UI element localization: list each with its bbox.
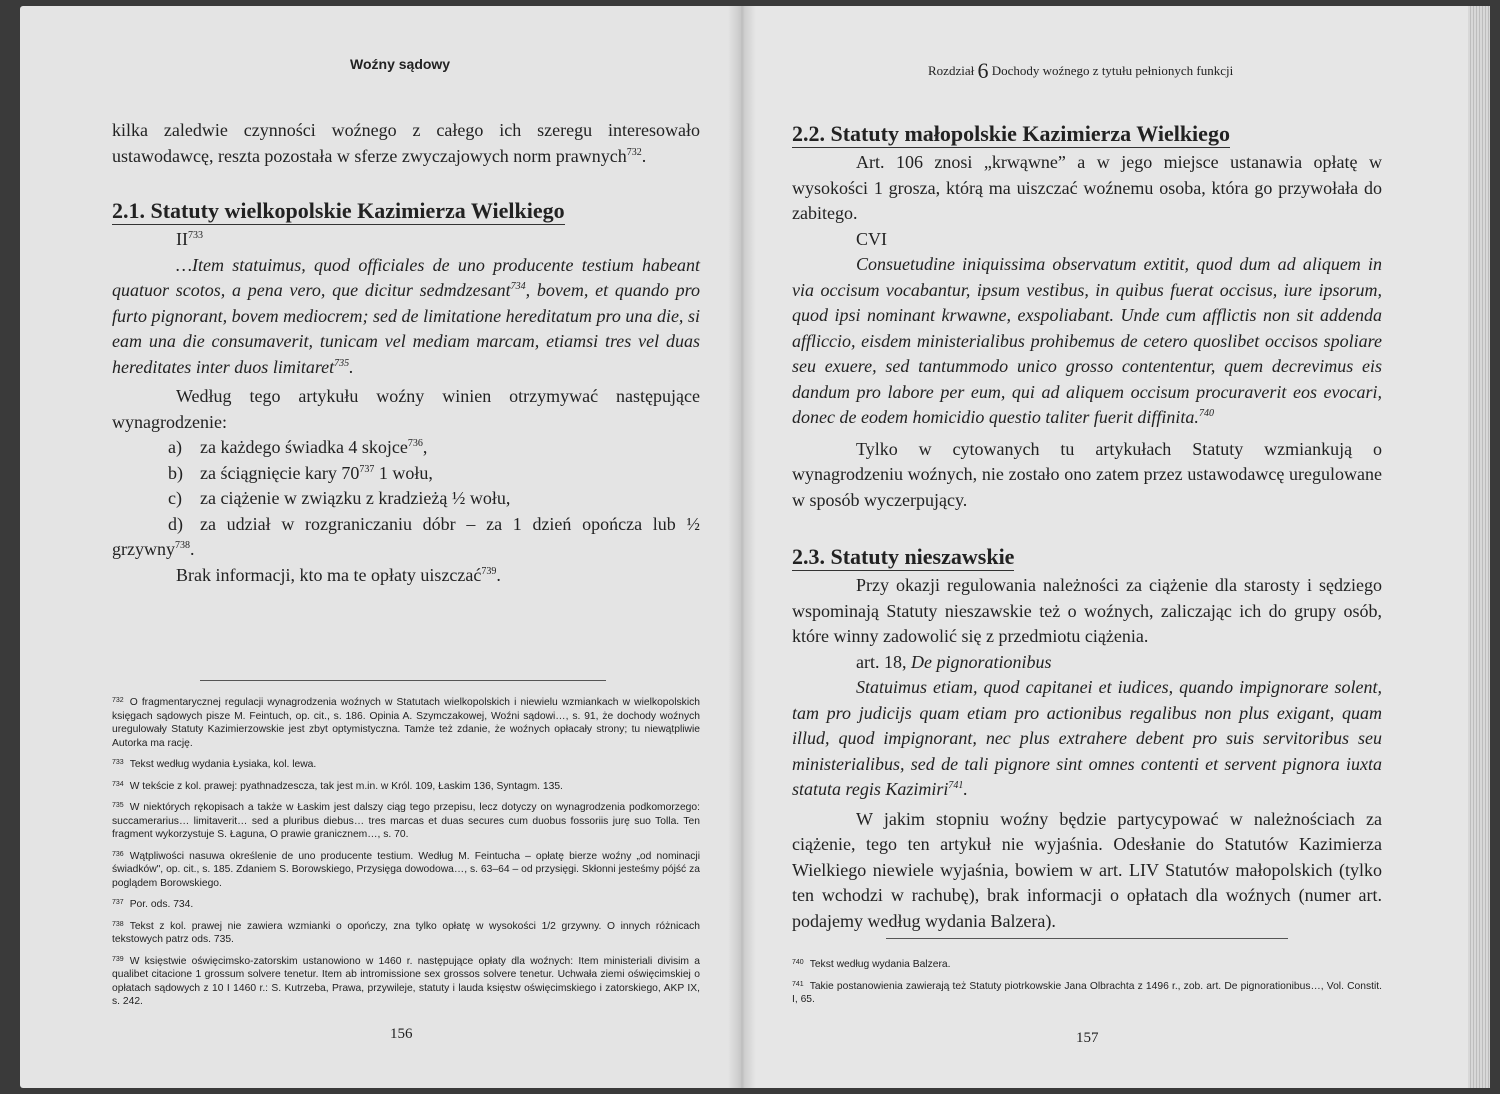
article-label: art. 18, De pignorationibus [856, 651, 1052, 672]
paragraph: Tylko w cytowanych tu artykułach Statuty wzmiankują o wynagrodzeniu woźnych, nie zostało ono zatem przez ustawodawcę uregulowane w sposób wyczerpujący. [792, 438, 1382, 510]
footnote-separator [200, 680, 606, 681]
paragraph: Przy okazji regulowania należności za ciążenie dla starosty i sędziego wspominają Statuty nieszawskie też o woźnych, zaliczając ich do grupy osób, które winny zadowolić się z przedmiotu ciążenia. [792, 575, 1382, 646]
page-number: 156 [390, 1026, 413, 1042]
list-item: d) za udział w rozgraniczaniu dóbr – za 1 dzień opończa lub ½ grzywny$^{738}$. [112, 513, 700, 559]
paragraph: Według tego artykułu woźny winien otrzymywać następujące wynagrodzenie: [112, 386, 700, 432]
footnote: $^{734}$ W tekście z kol. prawej: pyathnadzescza, tak jest m.in. w Król. 109, Łaskim 136, Syntagm. 135. [112, 780, 563, 792]
article-number: II$^{733}$ [176, 229, 203, 249]
footnote: $^{737}$ Por. ods. 734. [112, 899, 194, 910]
paragraph: W jakim stopniu woźny będzie partycypować w należnościach za ciążenie, tego ten artykuł nie wyjaśnia. Odesłanie do Statutów Kazimierza Wielkiego niewiele wyjaśnia, bowiem w art. LIV Statutów małopolskich (tylko ten wchodzi w rachubę), brak informacji o opłatach dla woźnych (numer art. podajemy według wydania Balzera). [792, 808, 1382, 931]
footnote: $^{732}$ O fragmentarycznej regulacji wynagrodzenia woźnych w Statutach wielkopolskich i niewielu wzmiankach w wielkopolskich księgach sądowych pisze M. Feintuch, op. cit., s. 186. Opinia A. Szymczakowej, Woźni sądowi…, s. 91, że dochody woźnych uregulowały Statuty Kazimierzowskie jest zbyt optymistyczna. Tamże też zdanie, że woźnych opłacały strony; tu niewątpliwie Autorka ma rację. [112, 697, 700, 749]
footnote: $^{739}$ W księstwie oświęcimsko-zatorskim ustanowiono w 1460 r. następujące opłaty dla woźnych: Item ministeriali divisim a qualibet citacione 1 grossum solvere tenetur. Item ab intromissione sex grossos solvere tenetur. Uchwała ziemi oświęcimskiej o opłatach sądowych z 10 I 1460 r.: S. Kutrzeba, Prawa, przywileje, statuty i lauda księstw oświęcimskiego i zatorskiego, AKP IX, s. 242. [112, 955, 700, 1007]
running-head-left: Woźny sądowy [350, 56, 451, 72]
footnote: $^{733}$ Tekst według wydania Łysiaka, kol. lewa. [112, 759, 317, 770]
latin-quote: …Item statuimus, quod officiales de uno producente testium habeant quatuor scotos, a pena vero, que dicitur sedmdzesant$^{734}$, bovem, et quando pro furto pignorant, bovem mediocrem; sed de limitatione hereditatum pro una die, si eam una die consumaverit, tunicam vel mediam marcam, etiamsi tres vel duas hereditates inter duos limitaret$^{735}$. [112, 254, 700, 377]
footnote-ref[interactable]: 734 [510, 281, 526, 292]
footnote-ref[interactable]: 732 [626, 146, 642, 158]
footnote: $^{741}$ Takie postanowienia zawierają też Statuty piotrkowskie Jana Olbrachta z 1496 r., zob. art. De pignorationibus…, Vol. Constit. I, 65. [792, 980, 1382, 1005]
footnote-ref[interactable]: 739 [481, 565, 497, 577]
section-heading: 2.1. Statuty wielkopolskie Kazimierza Wielkiego [112, 198, 565, 223]
right-page [742, 6, 1468, 1088]
paragraph: kilka zaledwie czynności woźnego z całego ich szeregu interesowało ustawodawcę, reszta pozostała w sferze zwyczajowych norm prawnych$^{732}$. [112, 120, 700, 166]
right-footnotes [792, 956, 1382, 1013]
footnote: $^{740}$ Tekst według wydania Balzera. [792, 959, 951, 970]
left-page [20, 6, 742, 1088]
section-heading: 2.3. Statuty nieszawskie [792, 544, 1015, 569]
page-edges [1468, 6, 1490, 1088]
footnote-separator [886, 938, 1288, 939]
footnote-ref[interactable]: 736 [407, 438, 423, 449]
right-body [792, 120, 1382, 934]
paragraph: Brak informacji, kto ma te opłaty uiszczać$^{739}$. [176, 564, 501, 585]
footnote-ref[interactable]: 738 [174, 540, 190, 551]
section-heading: 2.2. Statuty małopolskie Kazimierza Wielkiego [792, 121, 1230, 146]
list-item: c) za ciążenie w związku z kradzieżą ½ wołu, [168, 488, 511, 508]
footnote-ref[interactable]: 740 [1198, 408, 1214, 419]
footnote-ref[interactable]: 733 [188, 230, 203, 241]
running-head-right: Rozdział 6 Dochody woźnego z tytułu pełnionych funkcji [928, 58, 1234, 83]
footnote: $^{736}$ Wątpliwości nasuwa określenie de uno producente testium. Według M. Feintucha – opłatę bierze woźny „od nominacji świadków", op. cit., s. 185. Zdaniem S. Borowskiego, Przysięga dowodowa…, s. 63–64 – od przysięgi. Skłonni jesteśmy pójść za poglądem Borowskiego. [112, 850, 700, 889]
latin-quote: Statuimus etiam, quod capitanei et iudices, quando impignorare solent, tam pro judicijs quam etiam pro actionibus regalibus non plus exigant, quam illud, quod impignorant, nec plus extrahere debent pro suis servitoribus seu ministerialibus, sed de tali pignore sint omnes contenti et servent pignora iuxta statuta regis Kazimiri$^{741}$. [792, 677, 1382, 799]
left-footnotes [112, 694, 700, 1015]
footnote: $^{735}$ W niektórych rękopisach a także w Łaskim jest dalszy ciąg tego przepisu, lecz dotyczy on wynagrodzenia podkomorzego: succamerarius… limitaverit… sed a pluribus diebus… tres marcas et duas secures cum duobus fossoriis jurę suo Tolla. Ten fragment wykorzystuje S. Łaguna, O prawie granicznem…, s. 70. [112, 802, 700, 840]
list-item: b) za ściągnięcie kary $70^{737}$ 1 wołu, [168, 462, 433, 483]
article-number: CVI [856, 228, 887, 249]
list-item: a) za każdego świadka 4 skojce$^{736}$, [168, 437, 428, 457]
footnote: $^{738}$ Tekst z kol. prawej nie zawiera wzmianki o opończy, zna tylko opłatę w wysokości 1/2 grzywny. O innych różnicach tekstowych patrz ods. 735. [112, 920, 700, 945]
paragraph: Art. 106 znosi „krwąwne” a w jego miejsce ustanawia opłatę w wysokości 1 grosza, którą ma uiszczać woźnemu osoba, która go przywołała do zabitego. [792, 152, 1382, 223]
left-body [112, 118, 700, 588]
footnote-ref[interactable]: 741 [948, 780, 964, 791]
footnote-ref[interactable]: 735 [334, 357, 350, 369]
footnote-ref[interactable]: 737 [359, 463, 375, 475]
page-number: 157 [1076, 1030, 1099, 1046]
latin-quote: Consuetudine iniquissima observatum extitit, quod dum ad aliquem in via occisum vocabantur, ipsum vestibus, in quibus fuerat occisus, iure ipsorum, quod ipsi nominant krwawne, exspoliabant. Unde cum afflictis non sit addenda affliccio, eisdem ministerialibus prohibemus de cetero quoslibet occisos spoliare seu exuere, sed tantummodo unico grosso contententur, quem decrevimus eis dandum pro labore per eum, qui ad aliquem occisum procuraverit eos evocari, donec de eodem homicidio questio taliter fuerit diffinita.$^{740}$ [792, 254, 1382, 427]
